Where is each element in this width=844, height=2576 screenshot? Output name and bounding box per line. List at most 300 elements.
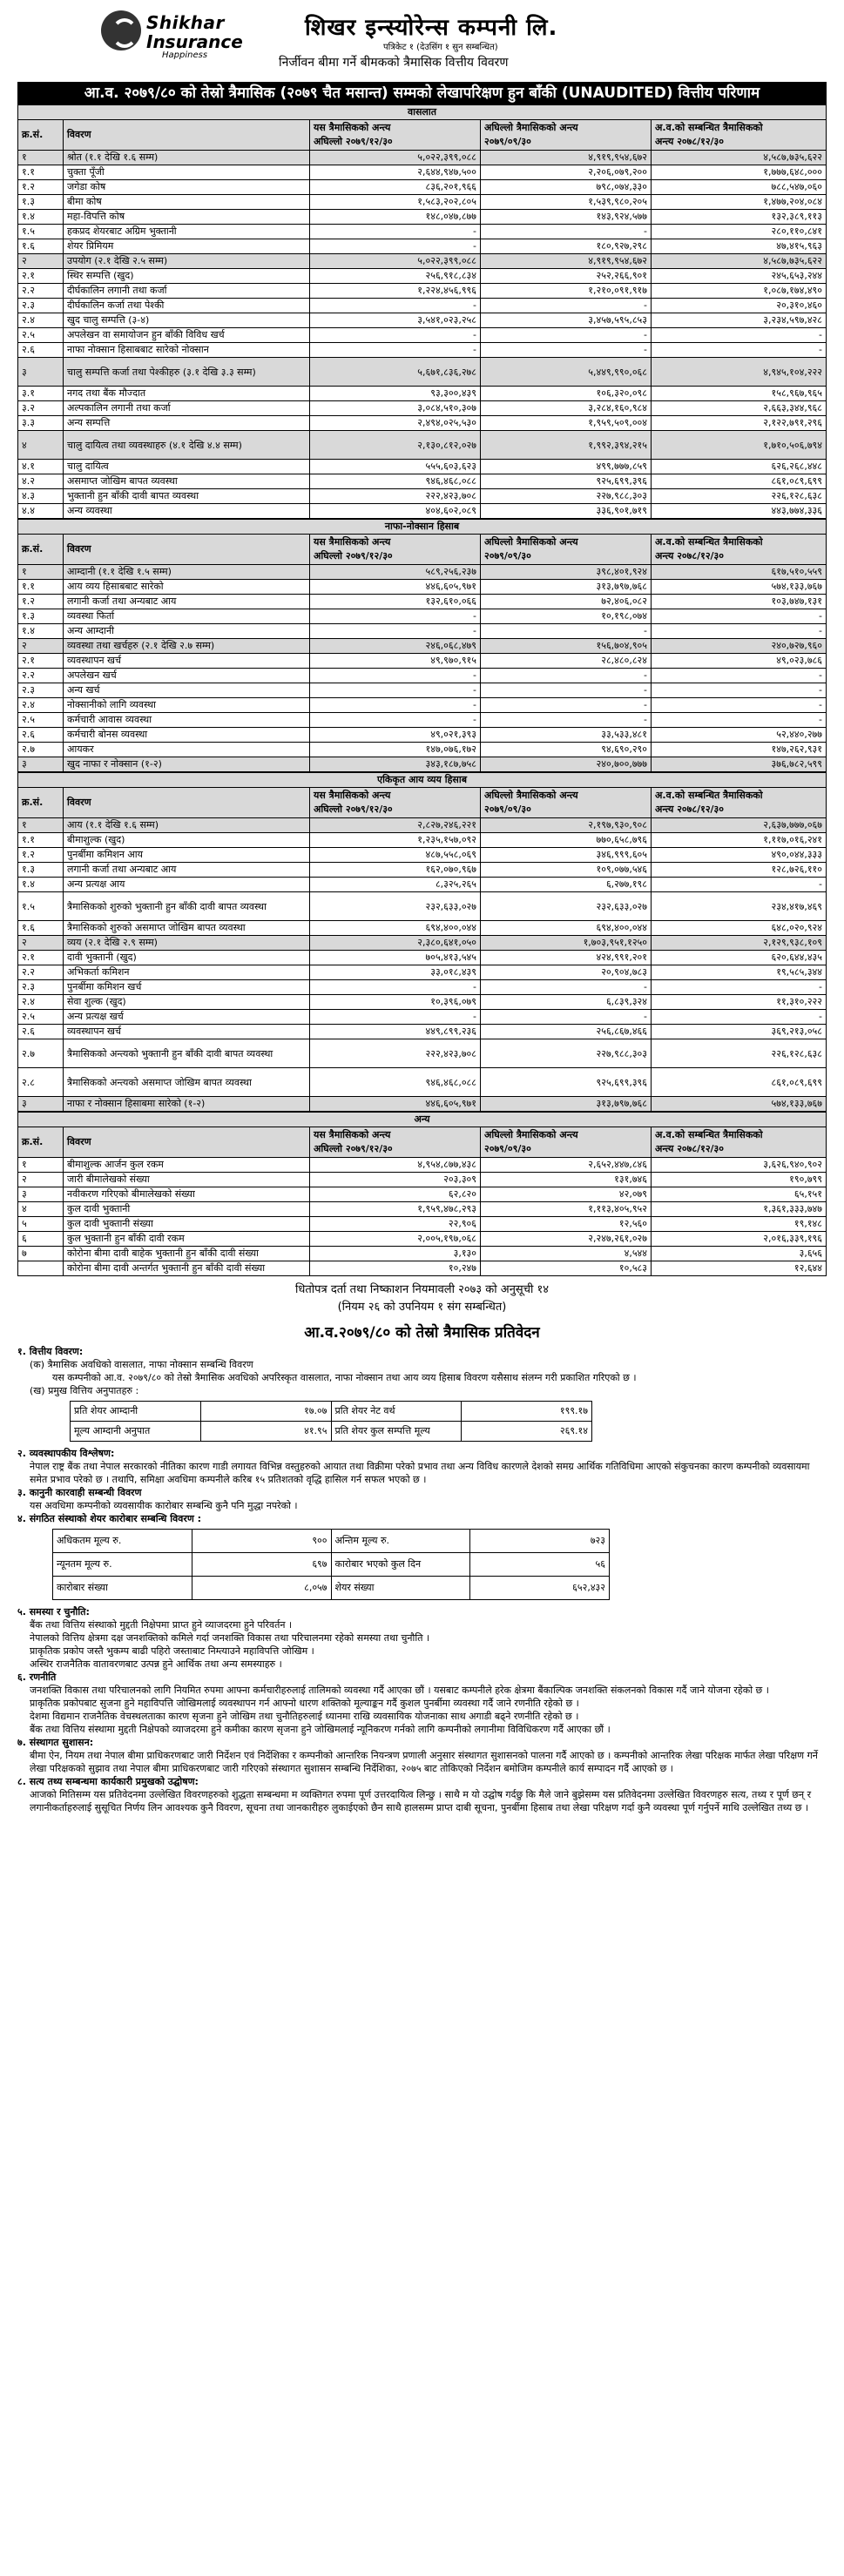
- cell-prev-quarter: ४,५४४: [481, 1247, 652, 1261]
- cell-particular: जारी बीमालेखको संख्या: [64, 1173, 310, 1187]
- s6-heading: ६. रणनीति: [17, 1671, 57, 1683]
- logo-line1: Shikhar: [146, 12, 225, 33]
- cell-sn: १.४: [18, 878, 64, 892]
- table-row: [18, 254, 827, 269]
- cell-this-quarter: ५,६७१,८३६,२७८: [310, 358, 481, 387]
- cell-prev-quarter: १,२१०,०९१,९१७: [481, 284, 652, 299]
- cell-particular: स्थिर सम्पत्ति (खुद): [64, 269, 310, 284]
- table-row: [18, 624, 827, 639]
- cell-sn: २.५: [18, 328, 64, 343]
- cell-prev-quarter: १२,५६०: [481, 1217, 652, 1232]
- cell-particular: आम्दानी (१.१ देखि १.५ सम्म): [64, 565, 310, 580]
- col-sn: क्र.सं.: [18, 535, 64, 565]
- cell-sn: ६: [18, 1232, 64, 1247]
- cell-particular: महा-विपत्ति कोष: [64, 210, 310, 225]
- table-row: [18, 580, 827, 595]
- cell-last-year: -: [652, 669, 827, 683]
- regulation-footnote: [17, 1281, 827, 1316]
- table-row: [18, 343, 827, 358]
- table-row: [18, 1173, 827, 1187]
- cell-particular: व्यवस्था तथा खर्चहरु (२.१ देखि २.७ सम्म): [64, 639, 310, 654]
- cell-this-quarter: ६२,८२०: [310, 1187, 481, 1202]
- cell-this-quarter: -: [310, 239, 481, 254]
- cell-this-quarter: २२२,४२३,७०८: [310, 1039, 481, 1068]
- cell-sn: २: [18, 639, 64, 654]
- cell-particular: हकप्रद शेयरबाट अग्रिम भुक्तानी: [64, 225, 310, 239]
- table-row: [18, 1025, 827, 1039]
- cell-prev-quarter: १०,५८३: [481, 1261, 652, 1276]
- cell-this-quarter: -: [310, 698, 481, 713]
- cell-prev-quarter: १०९,०७७,५४६: [481, 863, 652, 878]
- cell-particular: उपयोग (२.१ देखि २.५ सम्म): [64, 254, 310, 269]
- cell-prev-quarter: १,५३९,९८०,२०५: [481, 195, 652, 210]
- s6-line1: जनशक्ति विकास तथा परिचालनको लागि नियमित रुपमा आफ्ना कर्मचारीहरुलाई तालिमको व्यवस्था गर्दै आएका छौं । यसबाट कम्पनीले हरेक क्षेत्रमा बैंकाल्पिक जनशक्ति संकलनको विकास गर्दै जाने योजना रहेको छ ।: [30, 1685, 769, 1696]
- cell-this-quarter: ४८७,५५८,०६९: [310, 848, 481, 863]
- table-row: [18, 1039, 827, 1068]
- cell-particular: श्रोत (१.१ देखि १.६ सम्म): [64, 151, 310, 165]
- table-row: [18, 878, 827, 892]
- cell-this-quarter: -: [310, 980, 481, 995]
- table-row: [18, 1261, 827, 1276]
- cell-particular: व्यवस्था फिर्ता: [64, 609, 310, 624]
- cell-last-year: १४७,२६२,९३१: [652, 743, 827, 757]
- table-row: [18, 698, 827, 713]
- table-row: [18, 1217, 827, 1232]
- cell-this-quarter: २२२,४२३,७०८: [310, 489, 481, 504]
- report-banner: आ.व. २०७९/८० को तेस्रो त्रैमासिक (२०७९ चैत मसान्त) सम्मको लेखापरिक्षण हुन बाँकी (UNAUDITED) वित्तीय परिणाम: [17, 82, 827, 104]
- cell-last-year: २४५,६५३,२४४: [652, 269, 827, 284]
- cell-sn: ३.२: [18, 401, 64, 416]
- cell-last-year: ७८८,५४७,०६०: [652, 180, 827, 195]
- cell-this-quarter: ४९,९७०,९१५: [310, 654, 481, 669]
- cell-this-quarter: १४८,०४७,८७७: [310, 210, 481, 225]
- cell-sn: २.७: [18, 743, 64, 757]
- cell-last-year: ८६१,०८९,६९९: [652, 474, 827, 489]
- cell-last-year: -: [652, 683, 827, 698]
- section-title-balance: वासलात: [17, 104, 827, 119]
- cell-prev-quarter: -: [481, 624, 652, 639]
- cell-this-quarter: -: [310, 343, 481, 358]
- cell-particular: खुद चालु सम्पत्ति (३-४): [64, 313, 310, 328]
- cell-prev-quarter: २,२०६,०७९,२००: [481, 165, 652, 180]
- cell-last-year: -: [652, 624, 827, 639]
- cell-sn: २: [18, 254, 64, 269]
- cell-sn: १.१: [18, 580, 64, 595]
- cell-this-quarter: १३२,६१०,०६६: [310, 595, 481, 609]
- cell-sn: १.६: [18, 921, 64, 936]
- footnote-line1: धितोपत्र दर्ता तथा निष्काशन नियमावली २०७३ को अनुसूची १४: [295, 1283, 549, 1296]
- table-row: [18, 489, 827, 504]
- cell-this-quarter: ४९,०२१,३९३: [310, 728, 481, 743]
- cell-prev-quarter: २,२४७,२६१,०२७: [481, 1232, 652, 1247]
- cell-particular: अपलेखन खर्च: [64, 669, 310, 683]
- table-row: [18, 965, 827, 980]
- table-row: [18, 165, 827, 180]
- cell-particular: अल्पकालिन लगानी तथा कर्जा: [64, 401, 310, 416]
- cell-last-year: २,६६३,३४४,९६८: [652, 401, 827, 416]
- cell-prev-quarter: ६,८३९,३२४: [481, 995, 652, 1010]
- cell-last-year: १,३६१,३३३,७४७: [652, 1202, 827, 1217]
- s8-heading: ८. सत्य तथ्य सम्बन्धमा कार्यकारी प्रमुखको उद्घोषण:: [17, 1776, 199, 1787]
- s5-line4: अस्थिर राजनैतिक वातावरणबाट उत्पन्न हुने आर्थिक तथा अन्य समस्याहरु ।: [30, 1658, 282, 1670]
- cell-this-quarter: ४०४,६०२,०८९: [310, 504, 481, 519]
- s5-line3: प्राकृतिक प्रकोप जस्तै भुकम्प बाढी पहिरो जस्ताबाट निम्त्याउने महाविपत्ति जोखिम ।: [30, 1645, 314, 1657]
- cell-prev-quarter: ४,९१९,९५४,६७२: [481, 254, 652, 269]
- s5-line1: बैंक तथा वित्तिय संस्थाको मुद्दती निक्षेपमा प्राप्त हुने व्याजदरमा हुने परिवर्तन ।: [30, 1619, 293, 1631]
- cell-prev-quarter: -: [481, 299, 652, 313]
- cell-last-year: ६२६,२६८,४४८: [652, 460, 827, 474]
- cell-prev-quarter: २५२,२६६,९०१: [481, 269, 652, 284]
- cell-last-year: २,०१६,३३९,१९६: [652, 1232, 827, 1247]
- cell-prev-quarter: १,७०३,९५१,१२५०: [481, 936, 652, 951]
- cell-last-year: -: [652, 713, 827, 728]
- table-row: [18, 818, 827, 833]
- table-row: [18, 401, 827, 416]
- cell-last-year: ४,९४५,१०४,२२२: [652, 358, 827, 387]
- col-prev-quarter: अघिल्लो त्रैमासिकको अन्त्य २०७९/०९/३०: [481, 1127, 652, 1158]
- cell-sn: १.३: [18, 863, 64, 878]
- cell-prev-quarter: -: [481, 713, 652, 728]
- cell-this-quarter: -: [310, 299, 481, 313]
- cell-this-quarter: ५५५,६०३,६२३: [310, 460, 481, 474]
- col-this-quarter: यस त्रैमासिकको अन्त्य अघिल्लो २०७९/१२/३०: [310, 120, 481, 151]
- share-trade-table: [52, 1529, 610, 1600]
- cell-sn: [18, 1261, 64, 1276]
- cell-particular: व्यय (२.१ देखि २.९ सम्म): [64, 936, 310, 951]
- cell-sn: २: [18, 1173, 64, 1187]
- cell-particular: खुद नाफा र नोक्सान (१-२): [64, 757, 310, 772]
- cell-prev-quarter: -: [481, 328, 652, 343]
- cell-particular: पुनर्बीमा कमिशन खर्च: [64, 980, 310, 995]
- table-row: [18, 1247, 827, 1261]
- cell-this-quarter: १०,३९६,०७९: [310, 995, 481, 1010]
- s7-text: बीमा ऐन, नियम तथा नेपाल बीमा प्राधिकरणबाट जारी निर्देशन एवं निर्देशिका र कम्पनीको आन्तरिक नियन्त्रण प्रणाली अनुसार संस्थागत सुशासनको पालना गर्दै आएको छ । कम्पनीको आन्तरिक लेखा परिक्षक मार्फत लेखा परिक्षण गर्ने लेखा परिक्षकको सुझाव तथा नेपाल बीमा प्राधिकरणबाट जारी गरिएको संस्थागत सुशासन सम्बन्धि निर्देशिका, २०७५ बाट तोकिएको निर्देशन बमोजिम कम्पनीले कार्य सम्पादन गर्दै आएको छ ।: [30, 1750, 818, 1774]
- cell-sn: २.३: [18, 980, 64, 995]
- table-row: [18, 936, 827, 951]
- cell-prev-quarter: १३१,७४६: [481, 1173, 652, 1187]
- cell-particular: बीमाशुल्क आर्जन कुल रकम: [64, 1158, 310, 1173]
- cell-this-quarter: -: [310, 609, 481, 624]
- cell-sn: १: [18, 151, 64, 165]
- cell-this-quarter: २,६४४,९४७,५००: [310, 165, 481, 180]
- cell-this-quarter: २४६,०६८,४७९: [310, 639, 481, 654]
- cell-prev-quarter: ३३,५३३,४८१: [481, 728, 652, 743]
- table-row: [18, 683, 827, 698]
- col-prev-quarter: अघिल्लो त्रैमासिकको अन्त्य २०७९/०९/३०: [481, 535, 652, 565]
- cell-prev-quarter: १०६,३२०,०९८: [481, 387, 652, 401]
- cell-last-year: १,११७,०१६,२४१: [652, 833, 827, 848]
- cell-sn: २.१: [18, 269, 64, 284]
- header: [17, 7, 827, 82]
- cell-last-year: ४९,०२३,७८६: [652, 654, 827, 669]
- cell-sn: ३.१: [18, 387, 64, 401]
- cell-prev-quarter: १८०,९२७,२९८: [481, 239, 652, 254]
- col-particular: विवरण: [64, 120, 310, 151]
- table-row: अधिकतम मूल्य रु. ९०० अन्तिम मूल्य रु. ७२३: [53, 1530, 610, 1553]
- table-row: [18, 848, 827, 863]
- cell-this-quarter: -: [310, 669, 481, 683]
- cell-last-year: ६४८,०२०,९२४: [652, 921, 827, 936]
- col-particular: विवरण: [64, 1127, 310, 1158]
- cell-this-quarter: -: [310, 1010, 481, 1025]
- cell-prev-quarter: -: [481, 669, 652, 683]
- cell-last-year: ११,३१०,२२२: [652, 995, 827, 1010]
- cell-particular: नाफा र नोक्सान हिसाबमा सारेको (१-२): [64, 1097, 310, 1112]
- cell-prev-quarter: ३,२८४,१६०,९८४: [481, 401, 652, 416]
- table-row: [18, 416, 827, 431]
- cell-particular: लगानी कर्जा तथा अन्यबाट आय: [64, 863, 310, 878]
- s2-heading: २. व्यवस्थापकीय विश्लेषण:: [17, 1448, 115, 1459]
- cell-this-quarter: ३,०८४,५१०,३०७: [310, 401, 481, 416]
- table-row: [18, 728, 827, 743]
- table-row: [18, 757, 827, 772]
- cell-this-quarter: ३३,०१८,४३९: [310, 965, 481, 980]
- cell-particular: जगेडा कोष: [64, 180, 310, 195]
- s3-text: यस अवधिमा कम्पनीको व्यवसायीक कारोबार सम्बन्धि कुनै पनि मुद्धा नपरेको ।: [30, 1500, 298, 1511]
- cell-particular: नवीकरण गरिएको बीमालेखको संख्या: [64, 1187, 310, 1202]
- cell-sn: २.१: [18, 951, 64, 965]
- cell-last-year: ८६१,०८९,६९९: [652, 1068, 827, 1097]
- cell-sn: २.२: [18, 669, 64, 683]
- table-row: [18, 1097, 827, 1112]
- table-row: [18, 460, 827, 474]
- cell-prev-quarter: -: [481, 225, 652, 239]
- table-row: [18, 225, 827, 239]
- cell-sn: १.२: [18, 595, 64, 609]
- cell-sn: २.६: [18, 728, 64, 743]
- cell-this-quarter: -: [310, 328, 481, 343]
- cell-prev-quarter: २४०,७००,७७७: [481, 757, 652, 772]
- cell-sn: १.२: [18, 180, 64, 195]
- table-row: [18, 892, 827, 921]
- cell-last-year: ३६९,२१३,०५८: [652, 1025, 827, 1039]
- table-row: [18, 195, 827, 210]
- table-header-row: [18, 1127, 827, 1158]
- cell-last-year: ४९०,०४४,३३३: [652, 848, 827, 863]
- cell-sn: २.८: [18, 1068, 64, 1097]
- cell-prev-quarter: ३१३,७९७,७६८: [481, 580, 652, 595]
- table-row: [18, 431, 827, 460]
- cell-prev-quarter: ३,४५७,५९५,८५३: [481, 313, 652, 328]
- cell-sn: ३.३: [18, 416, 64, 431]
- table-row: [18, 1158, 827, 1173]
- s5-line2: नेपालको वित्तिय क्षेत्रमा दक्ष जनशक्तिको कमिले गर्दा जनशक्ति विकास तथा परिचालनमा रहेको समस्या तथा चुनौति ।: [30, 1632, 430, 1644]
- col-this-quarter: यस त्रैमासिकको अन्त्य अघिल्लो २०७९/१२/३०: [310, 788, 481, 818]
- cell-sn: १.३: [18, 609, 64, 624]
- table-row: [18, 299, 827, 313]
- cell-this-quarter: १,५८३,२०२,८०५: [310, 195, 481, 210]
- cell-prev-quarter: -: [481, 1010, 652, 1025]
- cell-prev-quarter: ९२५,६९९,३९६: [481, 474, 652, 489]
- cell-particular: अन्य व्यवस्था: [64, 504, 310, 519]
- cell-particular: अन्य आम्दानी: [64, 624, 310, 639]
- cell-sn: २: [18, 936, 64, 951]
- footnote-line2: (नियम २६ को उपनियम १ संग सम्बन्धित): [337, 1301, 507, 1314]
- s1-b: (ख) प्रमुख वित्तिय अनुपातहरु :: [30, 1385, 139, 1396]
- cell-particular: चुक्ता पूँजी: [64, 165, 310, 180]
- s5-heading: ५. समस्या र चुनौति:: [17, 1606, 90, 1618]
- company-name: शिखर इन्स्योरेन्स कम्पनी लि.: [305, 15, 558, 41]
- cell-this-quarter: २३२,६३३,०२७: [310, 892, 481, 921]
- table-row: [18, 654, 827, 669]
- cell-prev-quarter: -: [481, 343, 652, 358]
- cell-this-quarter: -: [310, 683, 481, 698]
- table-row: [18, 239, 827, 254]
- table-row: [18, 358, 827, 387]
- cell-last-year: ४४३,७७४,३३६: [652, 504, 827, 519]
- table-row: [18, 284, 827, 299]
- table-row: [18, 609, 827, 624]
- cell-this-quarter: ४४६,६०५,९७१: [310, 1097, 481, 1112]
- cell-sn: २.२: [18, 284, 64, 299]
- cell-prev-quarter: ३३६,९०१,७१९: [481, 504, 652, 519]
- cell-particular: अन्य प्रत्यक्ष आय: [64, 878, 310, 892]
- cell-prev-quarter: ४,९१९,९५४,६७२: [481, 151, 652, 165]
- cell-last-year: १,४७७,२०४,०८४: [652, 195, 827, 210]
- cell-this-quarter: २,८२७,२४६,२२१: [310, 818, 481, 833]
- table-row: [18, 1232, 827, 1247]
- col-particular: विवरण: [64, 788, 310, 818]
- s6-line2: प्राकृतिक प्रकोपबाट सुजना हुने महाविपत्ति जोखिमलाई व्यवस्थापन गर्न आफ्नो धारण शक्तिको मूल्याङ्कन गर्दै कुशल पुनर्बीमा व्यवस्था गर्दै जाने रणनीति रहेको छ ।: [30, 1698, 579, 1709]
- s7-heading: ७. संस्थागत सुशासन:: [17, 1737, 94, 1748]
- cell-this-quarter: १०,२४७: [310, 1261, 481, 1276]
- cell-sn: ५: [18, 1217, 64, 1232]
- cell-this-quarter: २,००५,१९७,०६८: [310, 1232, 481, 1247]
- cell-sn: ४.१: [18, 460, 64, 474]
- cell-prev-quarter: ४२४,९९१,२०१: [481, 951, 652, 965]
- cell-prev-quarter: १०,१९८,०७४: [481, 609, 652, 624]
- cell-last-year: १९,१४८: [652, 1217, 827, 1232]
- cell-last-year: २८०,११०,८४१: [652, 225, 827, 239]
- cell-last-year: ३,६२६,९४०,९०२: [652, 1158, 827, 1173]
- cell-particular: अन्य प्रत्यक्ष खर्च: [64, 1010, 310, 1025]
- cell-sn: १: [18, 818, 64, 833]
- s1-a: (क) त्रैमासिक अवधिको वासलात, नाफा नोक्सान सम्बन्धि विवरण: [30, 1359, 253, 1370]
- table-row: [18, 1187, 827, 1202]
- cell-last-year: १,७७७,६४८,०००: [652, 165, 827, 180]
- cell-sn: १: [18, 565, 64, 580]
- cell-this-quarter: ३,१३०: [310, 1247, 481, 1261]
- cell-last-year: -: [652, 609, 827, 624]
- table-row: [18, 951, 827, 965]
- cell-prev-quarter: २२७,९८८,३०३: [481, 489, 652, 504]
- cell-this-quarter: २,४९४,०२५,५३०: [310, 416, 481, 431]
- table-row: [18, 151, 827, 165]
- section-title-consolidated: एकिकृत आय व्यय हिसाब: [17, 772, 827, 787]
- cell-last-year: २०,३१०,४६०: [652, 299, 827, 313]
- cell-last-year: ६१७,५१०,५५९: [652, 565, 827, 580]
- cell-sn: १.६: [18, 239, 64, 254]
- logo-mountain-icon: [101, 10, 141, 50]
- section-title-others: अन्य: [17, 1112, 827, 1127]
- cell-sn: ३: [18, 1187, 64, 1202]
- logo-tagline: Happiness: [162, 50, 208, 60]
- s1-a-text: यस कम्पनीको आ.व. २०७९/८० को तेस्रो त्रैमासिक अवधिको अपरिस्कृत वासलात, नाफा नोक्सान तथा आय व्यय हिसाब विवरण यसैसाथ संलग्न गरी प्रकाशित गरिएको छ ।: [52, 1372, 637, 1383]
- cell-last-year: -: [652, 878, 827, 892]
- cell-sn: ७: [18, 1247, 64, 1261]
- cell-last-year: ४७,४१५,९६३: [652, 239, 827, 254]
- cell-particular: कोरोना बीमा दावी अन्तर्गत भुक्तानी हुन बाँकी दावी संख्या: [64, 1261, 310, 1276]
- cell-last-year: -: [652, 698, 827, 713]
- cell-sn: २.१: [18, 654, 64, 669]
- cell-prev-quarter: २,६५२,४४७,८४६: [481, 1158, 652, 1173]
- cell-sn: २.५: [18, 713, 64, 728]
- cell-sn: ३: [18, 358, 64, 387]
- table-row: [18, 313, 827, 328]
- cell-particular: चालु दायित्व तथा व्यवस्थाहरु (४.१ देखि ४.४ सम्म): [64, 431, 310, 460]
- cell-sn: १.२: [18, 848, 64, 863]
- cell-particular: पुनर्बीमा कमिशन आय: [64, 848, 310, 863]
- cell-particular: आय (१.१ देखि १.६ सम्म): [64, 818, 310, 833]
- logo-line2: Insurance: [146, 31, 243, 52]
- cell-particular: भुक्तानी हुन बाँकी दावी बापत व्यवस्था: [64, 489, 310, 504]
- cell-sn: २.३: [18, 299, 64, 313]
- cell-last-year: ३७६,७८२,५९९: [652, 757, 827, 772]
- cell-last-year: २३४,४१७,४६९: [652, 892, 827, 921]
- table-row: प्रति शेयर आम्दानी १७.०७ प्रति शेयर नेट वर्थ १९९.१७: [71, 1402, 592, 1422]
- col-prev-quarter: अघिल्लो त्रैमासिकको अन्त्य २०७९/०९/३०: [481, 788, 652, 818]
- s4-heading: ४. संगठित संस्थाको शेयर कारोबार सम्बन्धि विवरण :: [17, 1513, 202, 1524]
- cell-prev-quarter: -: [481, 980, 652, 995]
- cell-last-year: ५२,४४०,२७७: [652, 728, 827, 743]
- cell-last-year: २२६,१२८,६३८: [652, 489, 827, 504]
- cell-last-year: ३,२३४,५९७,४२८: [652, 313, 827, 328]
- cell-sn: २.४: [18, 313, 64, 328]
- cell-prev-quarter: १,९५९,५०९,००४: [481, 416, 652, 431]
- cell-last-year: २,६३७,७७७,०६७: [652, 818, 827, 833]
- col-this-quarter: यस त्रैमासिकको अन्त्य अघिल्लो २०७९/१२/३०: [310, 1127, 481, 1158]
- cell-last-year: १३२,३८९,११३: [652, 210, 827, 225]
- table-row: न्यूनतम मूल्य रु. ६९७ कारोबार भएको कुल दिन ५६: [53, 1553, 610, 1577]
- section-title-profit-loss: नाफा-नोक्सान हिसाब: [17, 519, 827, 534]
- cell-prev-quarter: ७९८,०७४,३३०: [481, 180, 652, 195]
- cell-this-quarter: १,२२४,४५६,९९६: [310, 284, 481, 299]
- cell-sn: १.५: [18, 225, 64, 239]
- cell-particular: आयकर: [64, 743, 310, 757]
- cell-this-quarter: ७०५,४१३,५४५: [310, 951, 481, 965]
- cell-last-year: -: [652, 1010, 827, 1025]
- cell-last-year: ५७४,१३३,७६७: [652, 1097, 827, 1112]
- cell-particular: दावी भुक्तानी (खुद): [64, 951, 310, 965]
- cell-particular: कर्मचारी आवास व्यवस्था: [64, 713, 310, 728]
- cell-particular: आय व्यय हिसाबबाट सारेको: [64, 580, 310, 595]
- table-row: [18, 921, 827, 936]
- cell-last-year: २,१२९,९३८,१०९: [652, 936, 827, 951]
- cell-this-quarter: ९४६,४६८,०८८: [310, 474, 481, 489]
- cell-particular: लगानी कर्जा तथा अन्यबाट आय: [64, 595, 310, 609]
- cell-particular: दीर्घकालिन लगानी तथा कर्जा: [64, 284, 310, 299]
- s1-heading: १. वित्तीय विवरण:: [17, 1346, 84, 1357]
- table-row: [18, 1068, 827, 1097]
- cell-sn: ३: [18, 757, 64, 772]
- table-row: [18, 639, 827, 654]
- cell-particular: शेयर प्रिमियम: [64, 239, 310, 254]
- cell-sn: २.२: [18, 965, 64, 980]
- ratio-table: [70, 1401, 592, 1442]
- cell-last-year: १९०,७९९: [652, 1173, 827, 1187]
- cell-this-quarter: १,२३५,१५७,०९२: [310, 833, 481, 848]
- cell-prev-quarter: २२७,९८८,३०३: [481, 1039, 652, 1068]
- cell-particular: बीमा कोष: [64, 195, 310, 210]
- cell-prev-quarter: ९४,६९०,२९०: [481, 743, 652, 757]
- col-last-year: अ.व.को सम्बन्धित त्रैमासिकको अन्त्य २०७८/१२/३०: [652, 535, 827, 565]
- cell-particular: अभिकर्ता कमिशन: [64, 965, 310, 980]
- table-row: [18, 743, 827, 757]
- cell-prev-quarter: २३२,६३३,०२७: [481, 892, 652, 921]
- cell-this-quarter: १,९५९,४७८,२९३: [310, 1202, 481, 1217]
- report-subtitle: निर्जीवन बीमा गर्ने बीमकको त्रैमासिक वित्तीय विवरण: [279, 56, 509, 70]
- cell-particular: सेवा शुल्क (खुद): [64, 995, 310, 1010]
